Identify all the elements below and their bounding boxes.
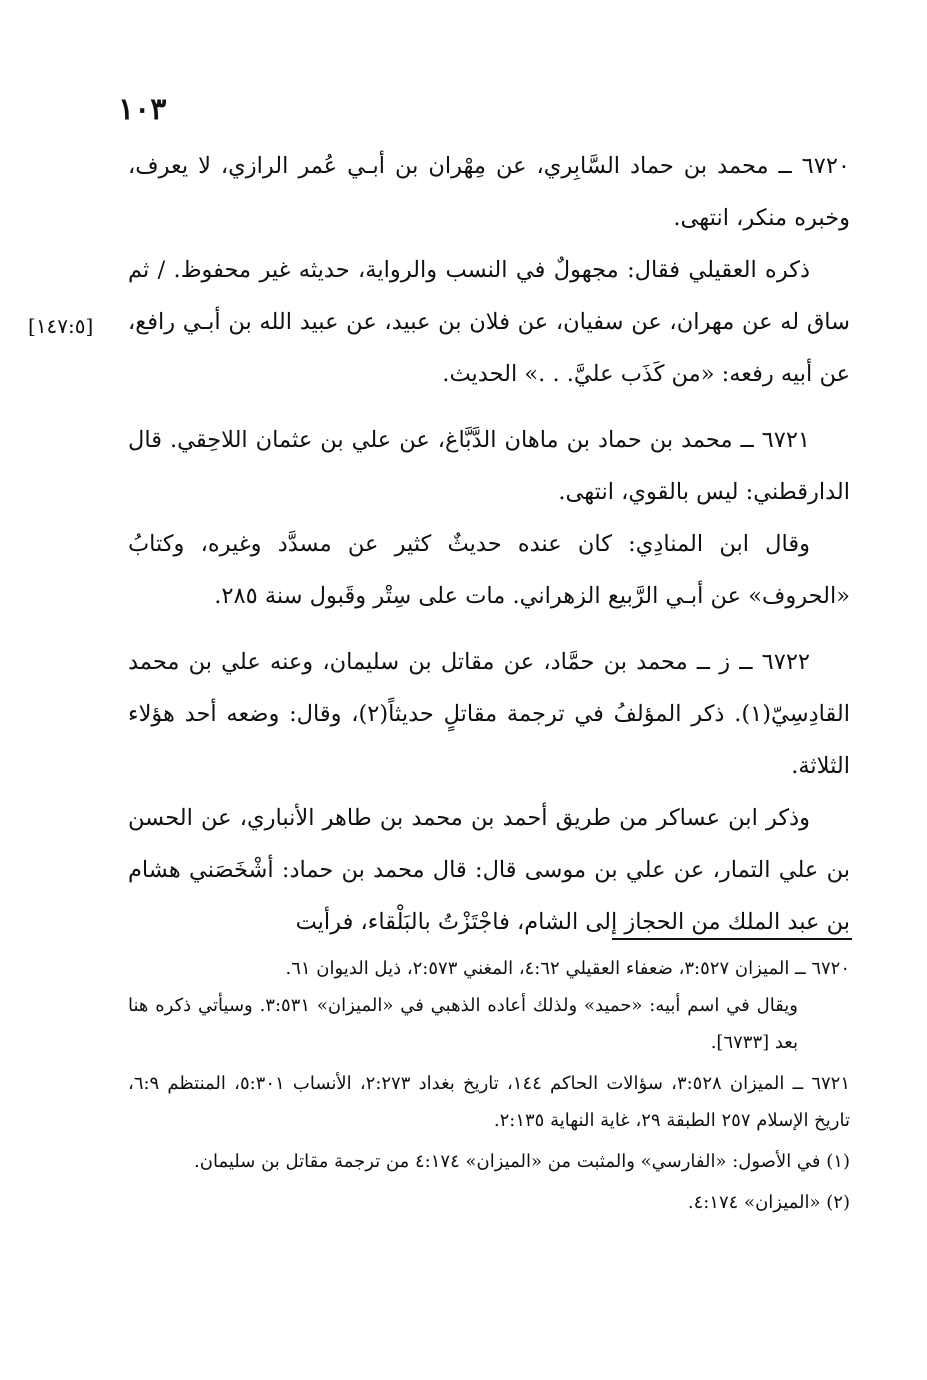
footnote-continuation: ويقال في اسم أبيه: «حميد» ولذلك أعاده الذهبي في «الميزان» ٣:٥٣١. وسيأتي ذكره هنا بعد [٦٧٣٣].: [128, 995, 798, 1053]
entry-heading-paragraph: ٦٧٢٢ ــ ز ــ محمد بن حمَّاد، عن مقاتل بن سليمان، وعنه علي بن محمد القادِسِيّ(١). ذكر المؤلفُ في ترجمة مقاتلٍ حديثاً(٢)، وقال: وضعه أحد هؤلاء الثلاثة.: [128, 649, 850, 779]
page-number: ١٠٣: [118, 92, 167, 127]
main-text: [128, 140, 850, 962]
footnote-text: ٦٧٢٠ ــ الميزان ٣:٥٢٧، ضعفاء العقيلي ٤:٦٢، المغني ٢:٥٧٣، ذيل الديوان ٦١.: [285, 958, 850, 979]
margin-reference: [١٤٧:٥]: [28, 314, 94, 338]
entry-paragraph: وقال ابن المنادِي: كان عنده حديثٌ كثير عن مسدَّد وغيره، وكتابُ «الحروف» عن أبـي الرَّبيع الزهراني. مات على سِتْر وقَبول سنة ٢٨٥.: [128, 531, 850, 609]
footnote: [128, 1065, 850, 1139]
entry-paragraph: ذكره العقيلي فقال: مجهولٌ في النسب والرواية، حديثه غير محفوظ. / ثم ساق له عن مهران، عن سفيان، عن فلان بن عبيد، عن عبيد الله بن أبـي رافع، عن أبيه رفعه: «من كَذَب عليَّ. . .» الحديث.: [128, 257, 850, 387]
footnote: [128, 1184, 850, 1221]
entry-6721: [128, 414, 850, 622]
footnote-text: ٦٧٢١ ــ الميزان ٣:٥٢٨، سؤالات الحاكم ١٤٤، تاريخ بغداد ٢:٢٧٣، الأنساب ٥:٣٠١، المنتظم ٦:٩، تاريخ الإسلام ٢٥٧ الطبقة ٢٩، غاية النهاية ٢:١٣٥.: [128, 1073, 850, 1131]
footnote-text: (٢) «الميزان» ٤:١٧٤.: [687, 1192, 850, 1213]
entry-heading-paragraph: ٦٧٢٠ ــ محمد بن حماد السَّابِري، عن مِهْران بن أبـي عُمر الرازي، لا يعرف، وخبره منكر، انتهى.: [128, 153, 850, 231]
footnote: [128, 950, 850, 1061]
entry-paragraph: وذكر ابن عساكر من طريق أحمد بن محمد بن طاهر الأنباري، عن الحسن بن علي التمار، عن علي بن موسى قال: قال محمد بن حماد: أشْخَصَني هشام بن عبد الملك من الحجاز إلى الشام، فاجْتَزْتُ بالبَلْقاء، فرأيت: [128, 805, 850, 935]
entry-heading-paragraph: ٦٧٢١ ــ محمد بن حماد بن ماهان الدَّبَّاغ، عن علي بن عثمان اللاحِقي. قال الدارقطني: ليس بالقوي، انتهى.: [128, 427, 850, 505]
footnote: [128, 1143, 850, 1180]
footnotes: [128, 950, 850, 1225]
entry-6722: [128, 636, 850, 948]
footnote-text: (١) في الأصول: «الفارسي» والمثبت من «الميزان» ٤:١٧٤ من ترجمة مقاتل بن سليمان.: [194, 1151, 850, 1172]
footnote-separator: [612, 938, 852, 940]
entry-6720: [128, 140, 850, 400]
